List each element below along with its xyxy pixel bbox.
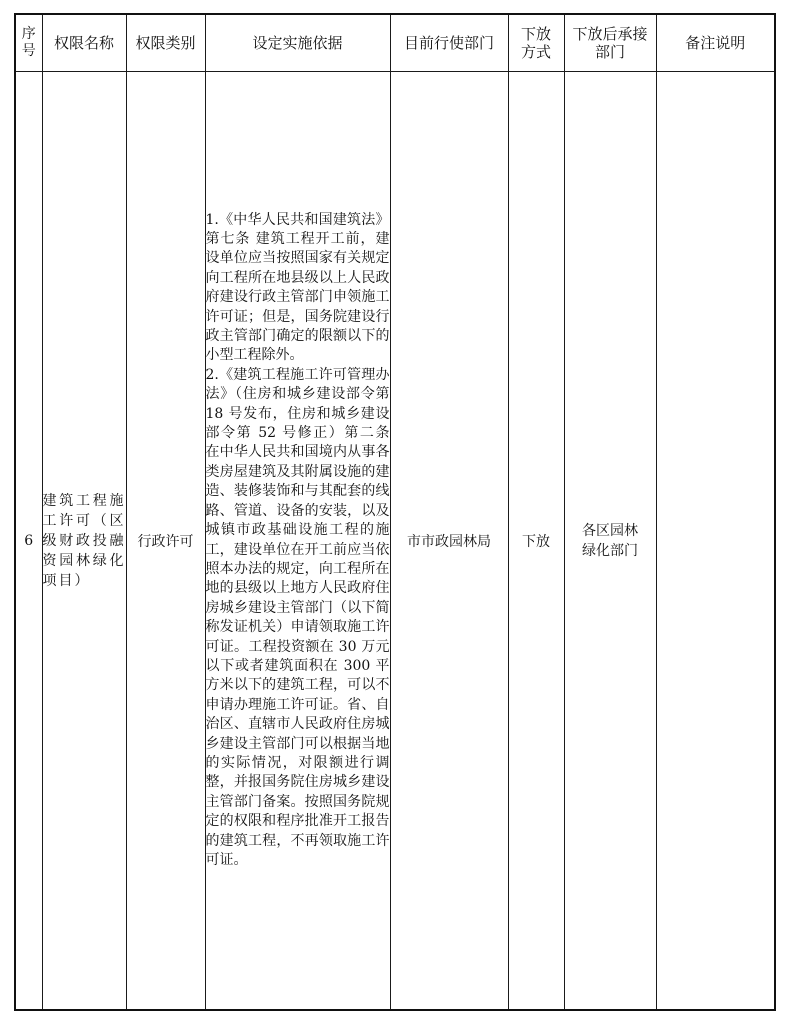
row-no: 6 [15,72,42,1011]
header-remarks: 备注说明 [656,14,775,72]
row-successor: 各区园林绿化部门 [564,72,656,1011]
authority-table [14,13,776,1011]
header-name: 权限名称 [42,14,126,72]
table-row [15,72,775,1011]
row-basis [205,72,390,1011]
header-current-dept: 目前行使部门 [390,14,508,72]
header-row [15,14,775,72]
row-type: 行政许可 [126,72,205,1011]
header-successor: 下放后承接部门 [564,14,656,72]
row-mode: 下放 [508,72,564,1011]
basis-item-1: 1.《中华人民共和国建筑法》第七条 建筑工程开工前，建设单位应当按照国家有关规定向工程所在地县级以上人民政府建设行政主管部门申领施工许可证；但是，国务院建设行政主管部门确定的限额以下的小型工程除外。 [205,211,390,364]
header-mode: 下放方式 [508,14,564,72]
basis-item-2: 2.《建筑工程施工许可管理办法》（住房和城乡建设部令第 18 号发布，住房和城乡建设部令第 52 号修正）第二条 在中华人民共和国境内从事各类房屋建筑及其附属设施的建造、装修装饰和与其配套的线路、管道、设备的安装，以及城镇市政基础设施工程的施工，建设单位在开工前应当依照本办法的规定，向工程所在地的县级以上地方人民政府住房城乡建设主管部门（以下简称发证机关）申请领取施工许可证。工程投资额在 30 万元以下或者建筑面积在 300 平方米以下的建筑工程，可以不申请办理施工许可证。省、自治区、直辖市人民政府住房城乡建设主管部门可以根据当地的实际情况，对限额进行调整，并报国务院住房城乡建设主管部门备案。按照国务院规定的权限和程序批准开工报告的建筑工程，不再领取施工许可证。 [205,366,390,868]
row-current-dept: 市市政园林局 [390,72,508,1011]
row-name: 建筑工程施工许可（区级财政投融资园林绿化项目） [42,72,126,1011]
header-basis: 设定实施依据 [205,14,390,72]
header-type: 权限类别 [126,14,205,72]
row-remarks [656,72,775,1011]
header-no: 序号 [15,14,42,72]
